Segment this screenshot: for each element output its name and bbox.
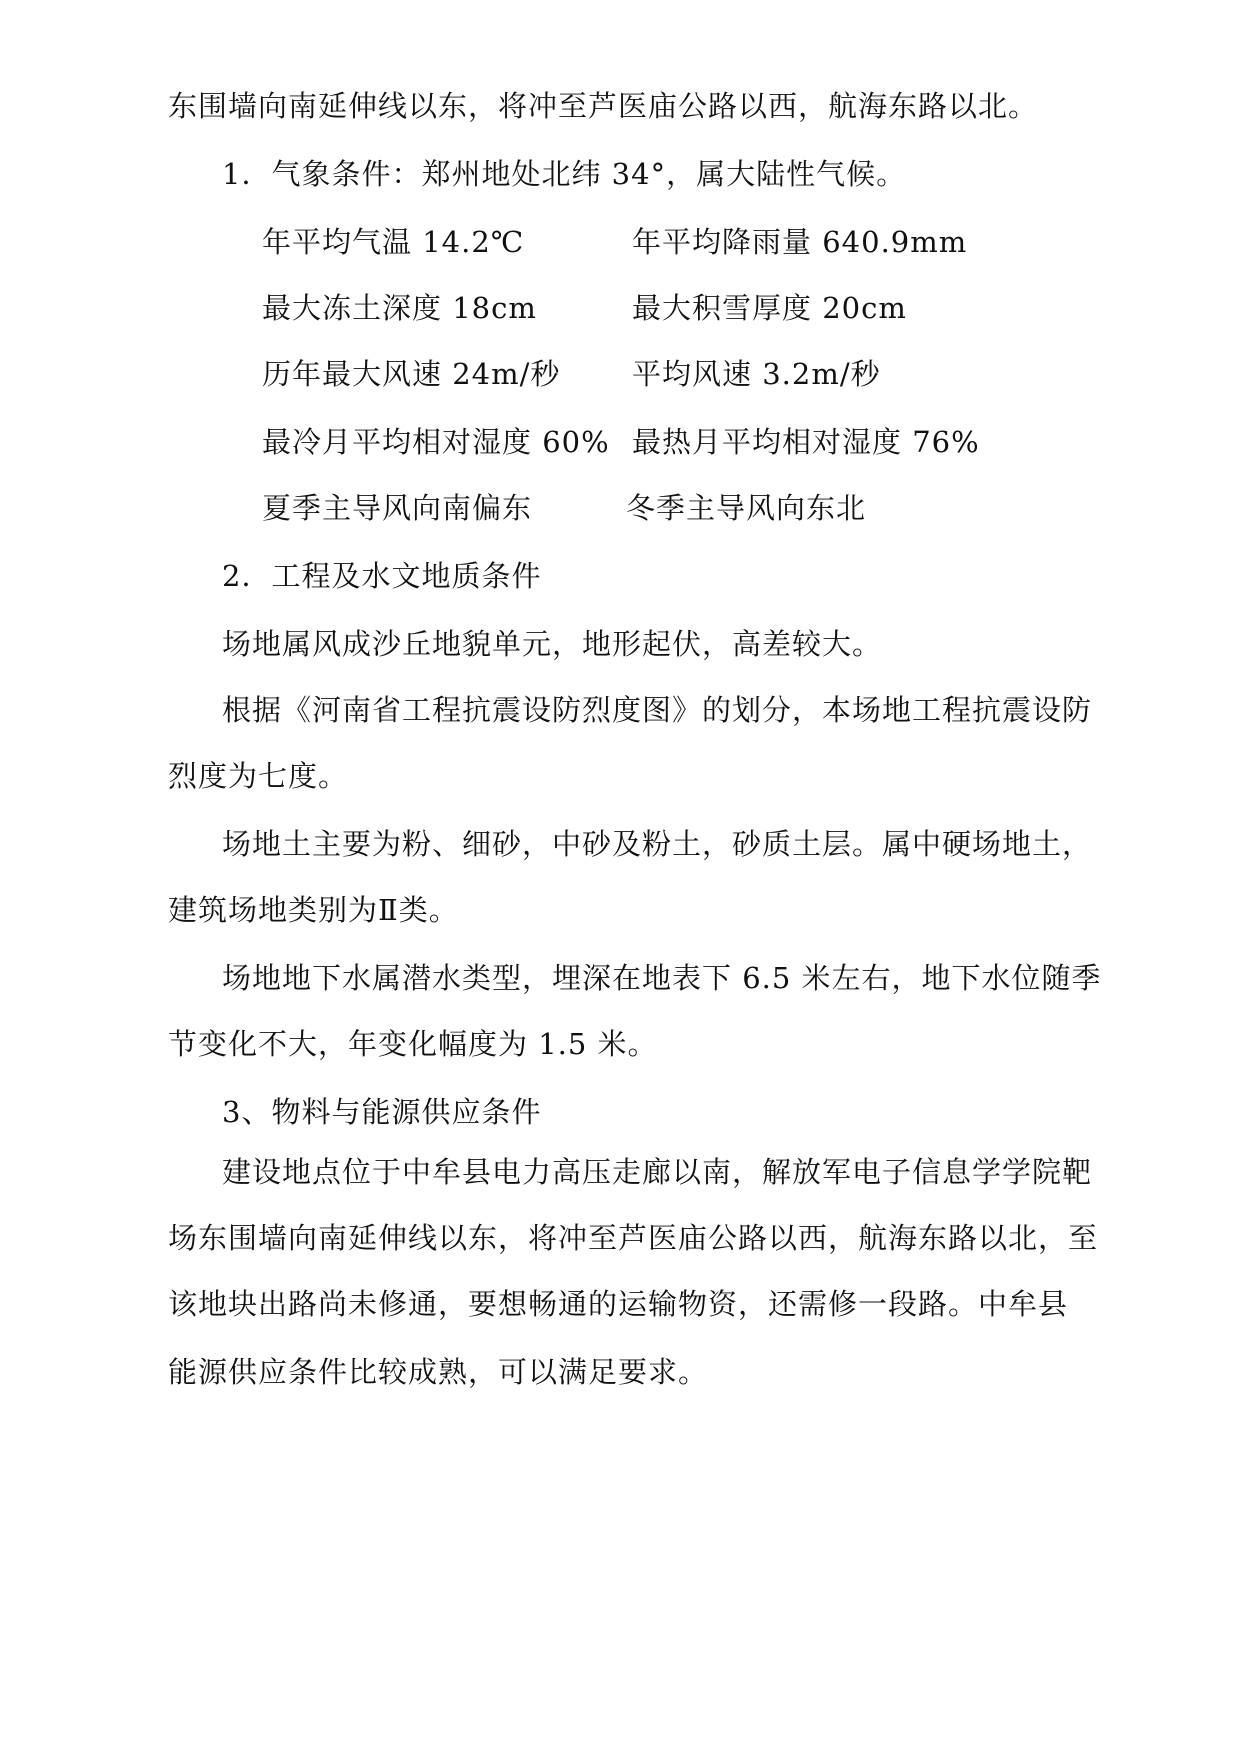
paragraph-supply-line-2: 场东围墙向南延伸线以东，将冲至芦医庙公路以西，航海东路以北，至 xyxy=(168,1221,1099,1255)
paragraph-quake-line-2: 烈度为七度。 xyxy=(168,759,349,793)
section-2-title: 2．工程及水文地质条件 xyxy=(222,559,542,593)
paragraph-water-line-1: 场地地下水属潜水类型，埋深在地表下 6.5 米左右，地下水位随季 xyxy=(222,961,1102,995)
climate-item-annual-temp: 年平均气温 14.2℃ xyxy=(262,225,525,259)
paragraph-continuation: 东围墙向南延伸线以东，将冲至芦医庙公路以西，航海东路以北。 xyxy=(168,89,1039,123)
paragraph-soil-line-2: 建筑场地类别为Ⅱ类。 xyxy=(168,893,459,927)
climate-item-winter-wind: 冬季主导风向东北 xyxy=(626,491,867,525)
paragraph-supply-line-1: 建设地点位于中牟县电力高压走廊以南，解放军电子信息学学院靶 xyxy=(222,1155,1093,1189)
climate-item-cold-humidity: 最冷月平均相对湿度 60% xyxy=(262,425,610,459)
climate-item-annual-rain: 年平均降雨量 640.9mm xyxy=(632,225,968,259)
section-3-title: 3、物料与能源供应条件 xyxy=(222,1095,542,1129)
climate-item-avg-wind: 平均风速 3.2m/秒 xyxy=(632,357,881,391)
paragraph-water-line-2: 节变化不大，年变化幅度为 1.5 米。 xyxy=(168,1027,658,1061)
climate-item-summer-wind: 夏季主导风向南偏东 xyxy=(262,491,533,525)
paragraph-supply-line-4: 能源供应条件比较成熟，可以满足要求。 xyxy=(168,1355,709,1389)
climate-item-frost-depth: 最大冻土深度 18cm xyxy=(262,291,537,325)
climate-item-max-wind: 历年最大风速 24m/秒 xyxy=(262,357,561,391)
section-1-title: 1．气象条件：郑州地处北纬 34°，属大陆性气候。 xyxy=(222,157,907,191)
paragraph-site: 场地属风成沙丘地貌单元，地形起伏，高差较大。 xyxy=(222,627,883,661)
paragraph-quake-line-1: 根据《河南省工程抗震设防烈度图》的划分，本场地工程抗震设防 xyxy=(222,693,1093,727)
paragraph-soil-line-1: 场地土主要为粉、细砂，中砂及粉土，砂质土层。属中硬场地土， xyxy=(222,827,1093,861)
climate-item-hot-humidity: 最热月平均相对湿度 76% xyxy=(632,425,980,459)
climate-item-snow-depth: 最大积雪厚度 20cm xyxy=(632,291,907,325)
paragraph-supply-line-3: 该地块出路尚未修通，要想畅通的运输物资，还需修一段路。中牟县 xyxy=(168,1287,1069,1321)
